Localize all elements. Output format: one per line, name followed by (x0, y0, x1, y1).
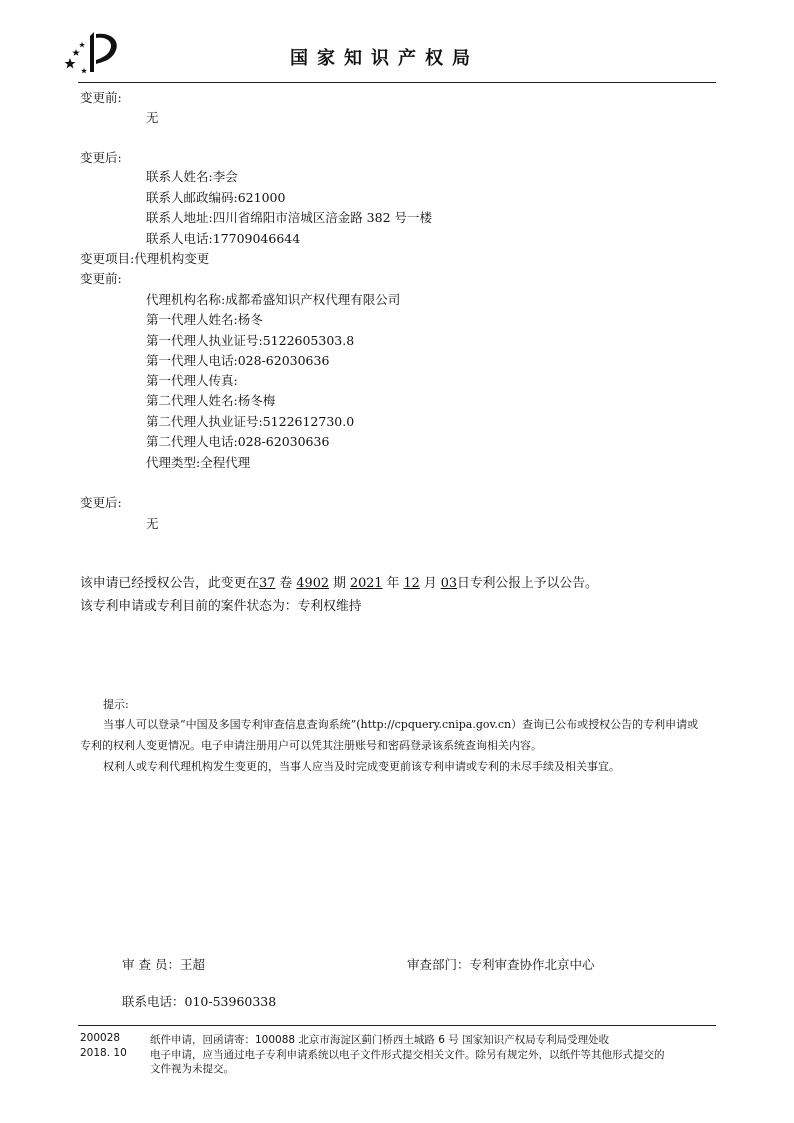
issue-number: 4902 (296, 576, 329, 591)
footer-line-3: 文件视为未提交。 (150, 1063, 234, 1075)
publication-notice: 该申请已经授权公告，此变更在37 卷 4902 期 2021 年 12 月 03日专利公报上予以公告。 (80, 576, 598, 591)
contact-telephone: 联系电话：010-53960338 (122, 994, 277, 1009)
contact-address: 联系人地址:四川省绵阳市涪城区涪金路 382 号一楼 (146, 210, 433, 225)
contact-postcode: 联系人邮政编码:621000 (146, 190, 286, 205)
contact-name: 联系人姓名:李会 (146, 169, 238, 184)
change2-item-label: 变更项目:代理机构变更 (80, 251, 210, 266)
header-rule (78, 82, 716, 83)
office-title: 国家知识产权局 (290, 48, 479, 69)
change2-after-label: 变更后: (80, 495, 122, 510)
second-agent-name: 第二代理人姓名:杨冬梅 (146, 393, 276, 408)
tips-title: 提示: (103, 698, 129, 711)
month: 12 (403, 576, 420, 591)
first-agent-license: 第一代理人执业证号:5122605303.8 (146, 333, 355, 348)
change1-before-label: 变更前: (80, 90, 122, 105)
second-agent-license: 第二代理人执业证号:5122612730.0 (146, 414, 355, 429)
day: 03 (440, 576, 458, 591)
change1-before-value: 无 (146, 110, 159, 125)
contact-phone: 联系人电话:17709046644 (146, 231, 301, 246)
form-code: 200028 (80, 1032, 121, 1044)
change2-after-value: 无 (146, 516, 159, 531)
tips-line-2: 专利的权利人变更情况。电子申请注册用户可以凭其注册账号和密码登录该系统查询相关内容。 (80, 739, 542, 752)
cnipa-logo (60, 28, 124, 76)
first-agent-phone: 第一代理人电话:028-62030636 (146, 353, 330, 368)
agency-name: 代理机构名称:成都希盛知识产权代理有限公司 (146, 292, 401, 307)
tips-line-3: 权利人或专利代理机构发生变更的，当事人应当及时完成变更前该专利申请或专利的未尽手续及相关事宜。 (103, 760, 620, 773)
footer-rule (78, 1025, 716, 1026)
volume-number: 37 (259, 576, 276, 591)
case-status: 该专利申请或专利目前的案件状态为：专利权维持 (80, 599, 362, 614)
change1-after-label: 变更后: (80, 150, 122, 165)
form-version: 2018. 10 (80, 1047, 127, 1059)
first-agent-name: 第一代理人姓名:杨冬 (146, 312, 263, 327)
first-agent-fax: 第一代理人传真: (146, 373, 238, 388)
second-agent-phone: 第二代理人电话:028-62030636 (146, 434, 330, 449)
year: 2021 (349, 576, 383, 591)
footer-line-2: 电子申请，应当通过电子专利申请系统以电子文件形式提交相关文件。除另有规定外，以纸件等其他形式提交的 (150, 1049, 665, 1061)
agency-type: 代理类型:全程代理 (146, 455, 251, 470)
change2-before-label: 变更前: (80, 271, 122, 286)
examining-department: 审查部门：专利审查协作北京中心 (407, 957, 595, 972)
examiner: 审 查 员：王超 (122, 957, 205, 972)
tips-line-1: 当事人可以登录“中国及多国专利审查信息查询系统”(http://cpquery.cnipa.gov.cn）查询已公布或授权公告的专利申请或 (103, 718, 699, 731)
footer-line-1: 纸件申请，回函请寄：100088 北京市海淀区蓟门桥西土城路 6 号 国家知识产权局专利局受理处收 (150, 1034, 610, 1046)
